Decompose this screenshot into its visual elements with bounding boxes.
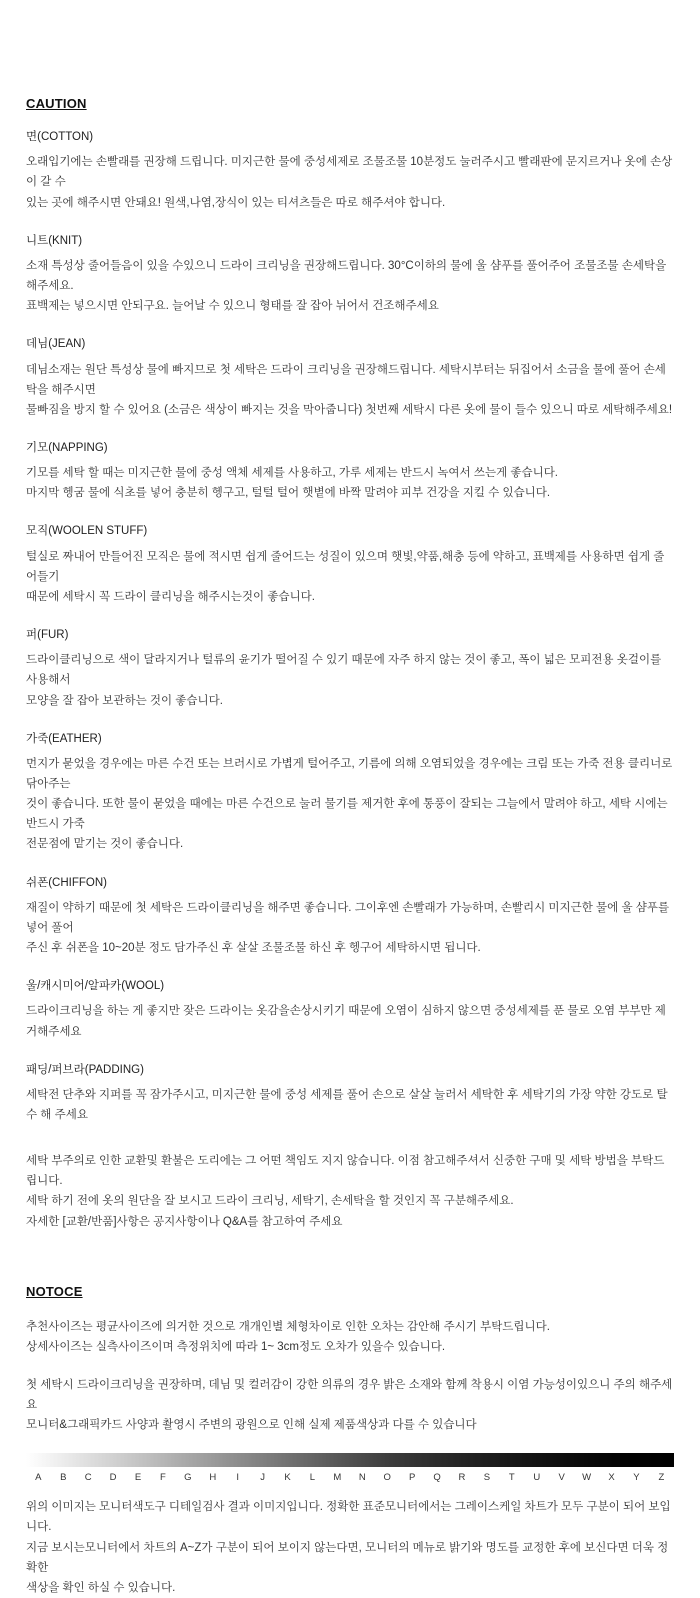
grayscale-label: E: [134, 1472, 142, 1484]
care-block-fur: [26, 627, 674, 711]
care-line: 세탁전 단추와 지퍼를 꼭 잠가주시고, 미지근한 물에 중성 세제를 풀어 손으로 살살 눌러서 세탁한 후 세탁기의 가장 약한 강도로 탈수 해 주세요: [26, 1088, 668, 1121]
care-block-title: 모직(WOOLEN STUFF): [26, 525, 148, 538]
grayscale-label: Q: [433, 1472, 442, 1484]
care-block-title: 퍼(FUR): [26, 629, 69, 641]
grayscale-label: M: [333, 1472, 342, 1484]
grayscale-label: J: [260, 1472, 266, 1484]
care-block-jean: [26, 336, 674, 420]
grayscale-label: X: [608, 1472, 615, 1484]
color-note: [26, 1375, 674, 1435]
care-block-woolen-stuff: [26, 523, 674, 607]
monitor-note: [26, 1497, 674, 1598]
care-line: 오래입기에는 손빨래를 권장해 드립니다. 미지근한 물에 중성세제로 조물조물 10분정도 눌러주시고 빨래판에 문지르거나 옷에 손상이 갈 수: [26, 156, 673, 189]
care-line: 먼지가 묻었을 경우에는 마른 수건 또는 브러시로 가볍게 털어주고, 기름에 의해 오염되었을 경우에는 크림 또는 가죽 전용 클리너로 닦아주는: [26, 757, 673, 790]
care-block-leather: [26, 731, 674, 855]
care-line: 모양을 잘 잡아 보관하는 것이 좋습니다.: [26, 694, 223, 707]
grayscale-label: H: [209, 1472, 217, 1484]
grayscale-label: Z: [658, 1472, 665, 1484]
care-line: 드라이클리닝으로 색이 달라지거나 털류의 윤기가 떨어질 수 있기 때문에 자주 하지 않는 것이 좋고, 폭이 넓은 모피전용 옷걸이를 사용해서: [26, 654, 662, 687]
grayscale-label-row: [26, 1472, 674, 1483]
care-block-body: [26, 1001, 674, 1041]
grayscale-label: U: [533, 1472, 541, 1484]
care-line: 드라이크리닝을 하는 게 좋지만 잦은 드라이는 옷감을손상시키기 때문에 오염이 심하지 않으면 중성세제를 푼 물로 오염 부부만 제거해주세요: [26, 1005, 666, 1038]
care-block-title: 기모(NAPPING): [26, 441, 108, 454]
care-block-body: [26, 256, 674, 316]
care-block-chiffon: [26, 875, 674, 959]
size-note-line: 추천사이즈는 평균사이즈에 의거한 것으로 개개인별 체형차이로 인한 오차는 감안해 주시기 부탁드립니다.: [26, 1320, 550, 1333]
closing-line: 자세한 [교환/반품]사항은 공지사항이나 Q&A를 참고하여 주세요: [26, 1215, 343, 1228]
care-line: 털실로 짜내어 만들어진 모직은 물에 적시면 쉽게 줄어드는 성질이 있으며 햇빛,약품,해충 등에 약하고, 표백제를 사용하면 쉽게 줄어들기: [26, 550, 665, 583]
care-block-body: [26, 463, 674, 503]
care-line: 마지막 헹굼 물에 식초를 넣어 충분히 헹구고, 털털 털어 햇볕에 바짝 말려야 피부 건강을 지킬 수 있습니다.: [26, 487, 551, 500]
care-block-body: [26, 754, 674, 855]
grayscale-label: A: [35, 1472, 42, 1484]
care-line: 전문점에 맡기는 것이 좋습니다.: [26, 838, 184, 851]
grayscale-label: D: [109, 1472, 117, 1484]
color-note-line: 첫 세탁시 드라이크리닝을 권장하며, 데님 및 컬러감이 강한 의류의 경우 밝은 소재와 함께 착용시 이염 가능성이있으니 주의 해주세요: [26, 1378, 673, 1411]
care-block-title: 니트(KNIT): [26, 234, 83, 247]
grayscale-gradient-bar: [26, 1453, 674, 1467]
grayscale-label: K: [284, 1472, 291, 1484]
caution-closing-note: [26, 1151, 674, 1232]
care-block-title: 가죽(EATHER): [26, 732, 102, 745]
size-note-line: 상세사이즈는 실측사이즈이며 측정위치에 따라 1~ 3cm정도 오차가 있을수 있습니다.: [26, 1340, 446, 1353]
grayscale-label: F: [160, 1472, 167, 1484]
care-block-body: [26, 360, 674, 420]
grayscale-label: P: [408, 1472, 416, 1484]
care-block-knit: [26, 233, 674, 317]
care-line: 표백제는 넣으시면 안되구요. 늘어날 수 있으니 형태를 잘 잡아 뉘어서 건조해주세요: [26, 300, 439, 313]
grayscale-label: R: [458, 1472, 466, 1484]
care-block-title: 면(COTTON): [26, 131, 94, 143]
care-line: 물빠짐을 방지 할 수 있어요 (소금은 색상이 빠지는 것을 막아줍니다) 첫번째 세탁시 다른 옷에 물이 들수 있으니 따로 세탁해주세요!: [26, 403, 673, 416]
monitor-note-line: 색상을 확인 하실 수 있습니다.: [26, 1581, 176, 1594]
care-block-body: [26, 898, 674, 958]
care-line: 것이 좋습니다. 또한 물이 묻었을 때에는 마른 수건으로 눌러 물기를 제거한 후에 통풍이 잘되는 그늘에서 말려야 하고, 세탁 시에는 반드시 가죽: [26, 798, 668, 831]
monitor-note-line: 위의 이미지는 모니터색도구 디테일검사 결과 이미지입니다. 정확한 표준모니터에서는 그레이스케일 차트가 모두 구분이 되어 보입니다.: [26, 1501, 671, 1534]
care-block-title: 쉬폰(CHIFFON): [26, 876, 107, 889]
monitor-note-line: 지금 보시는모니터에서 차트의 A~Z가 구분이 되어 보이지 않는다면, 모니터의 메뉴로 밝기와 명도를 교정한 후에 보신다면 더욱 정확한: [26, 1541, 669, 1574]
grayscale-label: N: [358, 1472, 367, 1484]
grayscale-label: L: [309, 1472, 316, 1484]
care-block-title: 데님(JEAN): [26, 338, 86, 351]
care-block-padding: [26, 1062, 674, 1126]
closing-line: 세탁 하기 전에 옷의 원단을 잘 보시고 드라이 크리닝, 세탁기, 손세탁을 할 것인지 꼭 구분해주세요.: [26, 1195, 514, 1208]
care-line: 기모를 세탁 할 때는 미지근한 물에 중성 액체 세제를 사용하고, 가루 세제는 반드시 녹여서 쓰는게 좋습니다.: [26, 467, 558, 480]
caution-heading: CAUTION: [26, 96, 87, 111]
notoce-heading: NOTOCE: [26, 1283, 83, 1299]
care-line: 있는 곳에 해주시면 안돼요! 원색,나염,장식이 있는 티셔츠들은 따로 해주셔야 합니다.: [26, 196, 446, 209]
care-block-napping: [26, 440, 674, 504]
care-block-cotton: [26, 129, 674, 213]
care-block-body: [26, 650, 674, 710]
care-block-body: [26, 547, 674, 607]
care-block-wool: [26, 978, 674, 1042]
grayscale-label: Y: [633, 1472, 640, 1484]
grayscale-chart: [26, 1453, 674, 1483]
grayscale-label: B: [60, 1472, 67, 1484]
grayscale-label: I: [236, 1472, 240, 1484]
grayscale-label: S: [483, 1472, 491, 1484]
grayscale-label: C: [84, 1472, 92, 1484]
grayscale-label: V: [558, 1472, 566, 1484]
closing-line: 세탁 부주의로 인한 교환및 환불은 도리에는 그 어떤 책임도 지지 않습니다. 이점 참고해주셔서 신중한 구매 및 세탁 방법을 부탁드립니다.: [26, 1155, 665, 1188]
care-line: 데님소재는 원단 특성상 물에 빠지므로 첫 세탁은 드라이 크리닝을 권장해드립니다. 세탁시부터는 뒤집어서 소금을 물에 풀어 손세탁을 해주시면: [26, 363, 666, 396]
grayscale-label: G: [184, 1472, 192, 1484]
care-block-title: 울/캐시미어/알파카(WOOL): [26, 980, 165, 993]
care-line: 주신 후 쉬폰을 10~20분 정도 담가주신 후 살살 조물조물 하신 후 헹구어 세탁하시면 됩니다.: [26, 942, 481, 954]
care-block-body: [26, 152, 674, 212]
grayscale-label: W: [582, 1472, 592, 1484]
care-line: 소재 특성상 줄어들음이 있을 수있으니 드라이 크리닝을 권장해드립니다. 30°C이하의 물에 울 샴푸를 풀어주어 조물조물 손세탁을 해주세요.: [26, 259, 667, 292]
grayscale-label: O: [383, 1472, 392, 1484]
care-block-title: 패딩/퍼브라(PADDING): [26, 1063, 144, 1076]
grayscale-label: T: [508, 1472, 516, 1484]
care-block-body: [26, 1085, 674, 1125]
color-note-line: 모니터&그래픽카드 사양과 촬영시 주변의 광원으로 인해 실제 제품색상과 다를 수 있습니다: [26, 1419, 477, 1432]
care-line: 재질이 약하기 때문에 첫 세탁은 드라이클리닝을 해주면 좋습니다. 그이후엔 손빨래가 가능하며, 손빨리시 미지근한 물에 울 샴푸를 넣어 풀어: [26, 901, 670, 934]
care-line: 때문에 세탁시 꼭 드라이 클리닝을 해주시는것이 좋습니다.: [26, 590, 315, 603]
